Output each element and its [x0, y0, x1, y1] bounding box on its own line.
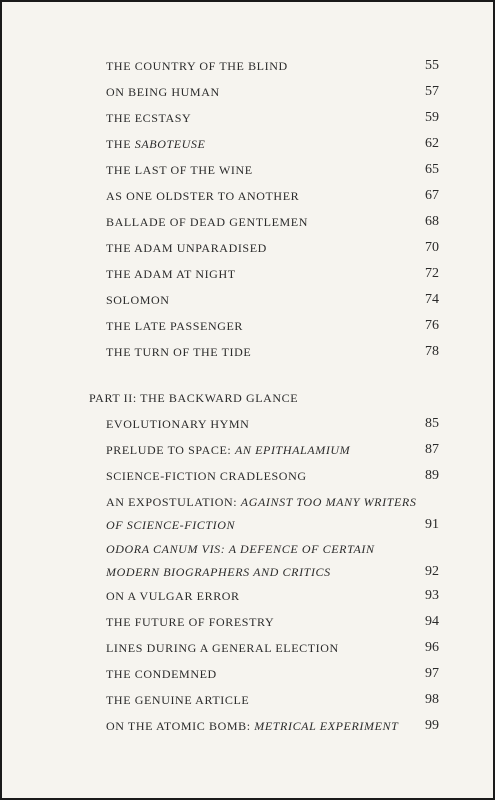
entry-title: THE SABOTEUSE: [106, 137, 206, 151]
entry-page-number: 70: [425, 240, 439, 255]
toc-entry: [106, 641, 439, 656]
entry-page-number: 62: [425, 136, 439, 151]
toc-entry: [106, 615, 439, 630]
book-page: [2, 2, 493, 798]
entry-title: THE COUNTRY OF THE BLIND: [106, 59, 288, 73]
toc-entry: [106, 319, 439, 334]
entry-title: THE ADAM UNPARADISED: [106, 241, 267, 255]
toc-entry: [106, 693, 439, 708]
toc-entry: [106, 267, 439, 282]
entry-title: THE LAST OF THE WINE: [106, 163, 253, 177]
entry-page-number: 96: [425, 640, 439, 655]
entry-page-number: 94: [425, 614, 439, 629]
entry-title: SOLOMON: [106, 293, 170, 307]
entry-page-number: 72: [425, 266, 439, 281]
toc-entry: [106, 345, 439, 360]
entry-page-number: 68: [425, 214, 439, 229]
entry-title: THE FUTURE OF FORESTRY: [106, 615, 275, 629]
entry-title: ON A VULGAR ERROR: [106, 589, 240, 603]
toc-entry: [106, 443, 439, 458]
entry-page-number: 65: [425, 162, 439, 177]
entry-page-number: 89: [425, 468, 439, 483]
entry-page-number: 91: [425, 517, 439, 532]
entry-title: SCIENCE-FICTION CRADLESONG: [106, 469, 307, 483]
entry-page-number: 97: [425, 666, 439, 681]
toc-entry: [106, 495, 439, 533]
entry-title: ON BEING HUMAN: [106, 85, 220, 99]
toc-entry: [106, 189, 439, 204]
entry-title: PRELUDE TO SPACE: AN EPITHALAMIUM: [106, 443, 351, 457]
entry-page-number: 87: [425, 442, 439, 457]
entry-title: THE GENUINE ARTICLE: [106, 693, 250, 707]
entry-title: BALLADE OF DEAD GENTLEMEN: [106, 215, 308, 229]
part-heading: PART II: THE BACKWARD GLANCE: [89, 391, 299, 405]
toc-entry: [106, 667, 439, 682]
toc-entry: [106, 137, 439, 152]
entry-title-continued: OF SCIENCE-FICTION: [106, 518, 236, 532]
entry-title: ON THE ATOMIC BOMB: METRICAL EXPERIMENT: [106, 719, 399, 733]
entry-page-number: 57: [425, 84, 439, 99]
toc-entry: [106, 293, 439, 308]
entry-page-number: 78: [425, 344, 439, 359]
entry-page-number: 76: [425, 318, 439, 333]
entry-page-number: 98: [425, 692, 439, 707]
entry-page-number: 93: [425, 588, 439, 603]
toc-entry: [106, 85, 439, 100]
entry-title: EVOLUTIONARY HYMN: [106, 417, 250, 431]
toc-entry: [106, 241, 439, 256]
entry-title: THE TURN OF THE TIDE: [106, 345, 252, 359]
toc-entry: [106, 542, 439, 580]
entry-title: THE ECSTASY: [106, 111, 192, 125]
entry-page-number: 74: [425, 292, 439, 307]
toc-entry: [106, 215, 439, 230]
entry-page-number: 59: [425, 110, 439, 125]
entry-page-number: 85: [425, 416, 439, 431]
entry-title: THE ADAM AT NIGHT: [106, 267, 236, 281]
entry-title-continued: MODERN BIOGRAPHERS AND CRITICS: [106, 565, 331, 579]
toc-entry: [106, 469, 439, 484]
entry-title: AN EXPOSTULATION: AGAINST TOO MANY WRITERS: [106, 495, 417, 509]
toc-entry: [106, 589, 439, 604]
entry-title: AS ONE OLDSTER TO ANOTHER: [106, 189, 300, 203]
entry-title: LINES DURING A GENERAL ELECTION: [106, 641, 339, 655]
entry-title: THE LATE PASSENGER: [106, 319, 244, 333]
entry-page-number: 55: [425, 58, 439, 73]
toc-entry: [106, 417, 439, 432]
entry-title: THE CONDEMNED: [106, 667, 217, 681]
entry-page-number: 92: [425, 564, 439, 579]
entry-page-number: 99: [425, 718, 439, 733]
toc-entry: [106, 719, 439, 734]
entry-page-number: 67: [425, 188, 439, 203]
toc-entry: [106, 59, 439, 74]
entry-title: ODORA CANUM VIS: A DEFENCE OF CERTAIN: [106, 542, 375, 556]
toc-entry: [106, 163, 439, 178]
toc-entry: [106, 111, 439, 126]
